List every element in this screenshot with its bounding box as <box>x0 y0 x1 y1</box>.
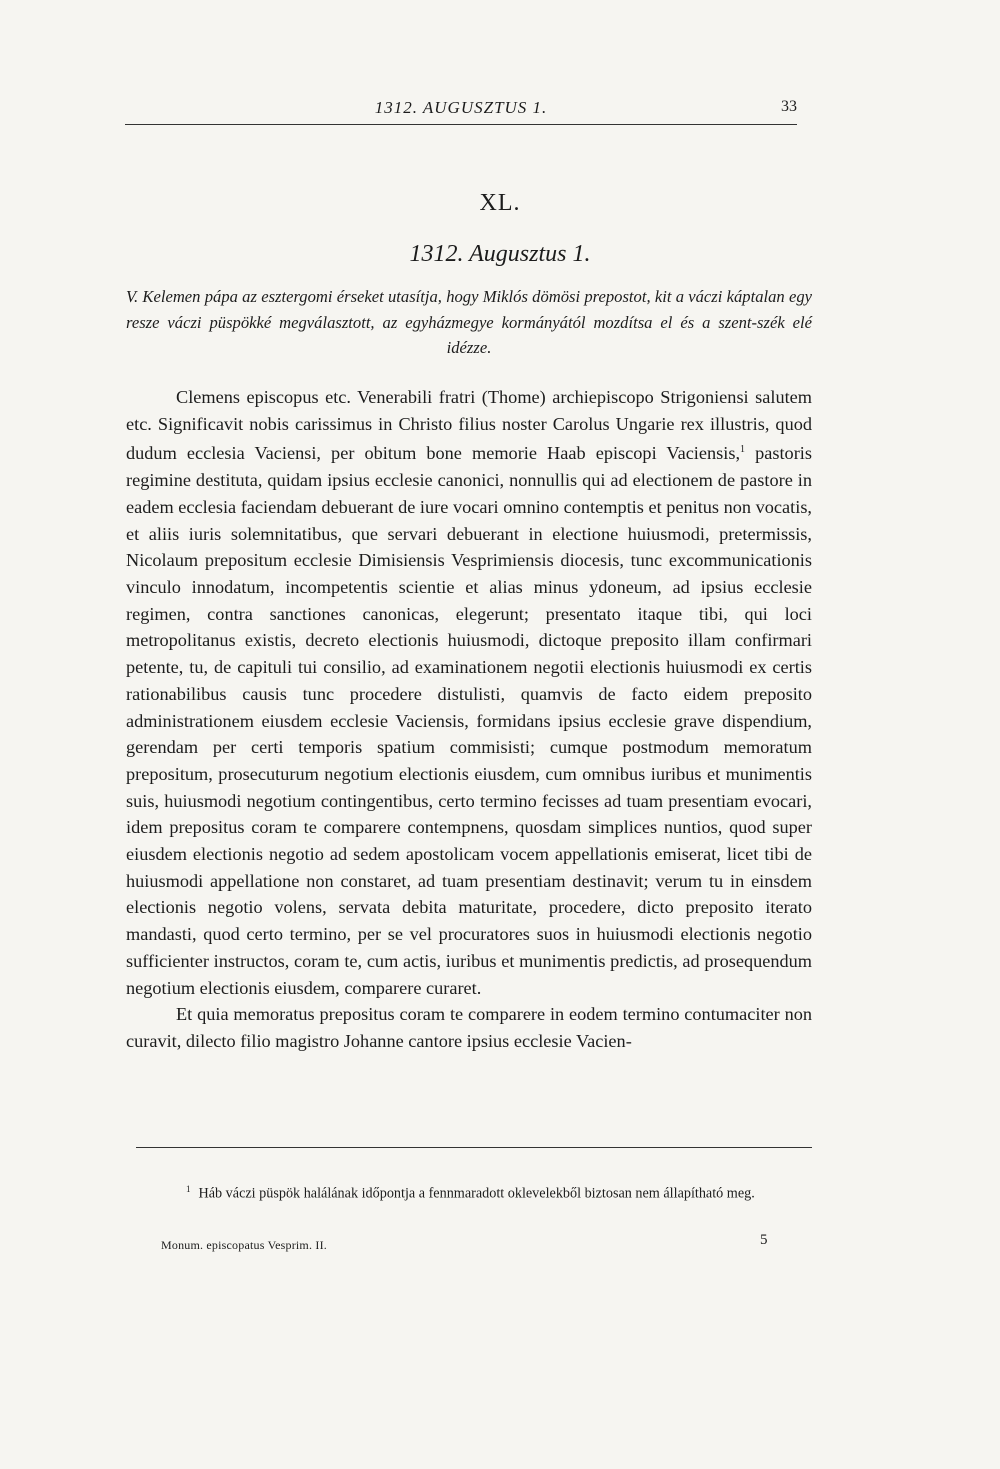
running-title: 1312. AUGUSZTUS 1. <box>374 98 548 117</box>
footnote-text: Háb váczi püspök halálának időpontja a fennmaradott oklevelekből biztosan nem állapítható meg. <box>198 1185 755 1202</box>
sheet-signature: Monum. episcopatus Vesprim. II. <box>161 1238 327 1252</box>
document-summary: V. Kelemen pápa az esztergomi érseket utasítja, hogy Miklós dömösi prepostot, kit a váczi káptalan egy resze váczi püspökké megválasztott, az egyházmegye kormányától mozdítsa el és a szent-szék elé idézze. <box>126 287 812 357</box>
body-paragraph: Et quia memoratus prepositus coram te comparere in eodem termino contumaciter non curavit, dilecto filio magistro Johanne cantore ipsius ecclesie Vacien- <box>126 1004 812 1051</box>
document-number: XL. <box>479 190 521 216</box>
running-header <box>125 98 797 125</box>
document-body <box>126 384 812 1055</box>
sheet-number: 5 <box>760 1232 768 1248</box>
footnote <box>186 1176 812 1207</box>
page-number: 33 <box>781 98 797 115</box>
body-paragraph <box>126 384 812 1001</box>
document-date: 1312. Augusztus 1. <box>409 241 591 267</box>
footnote-mark: 1 <box>186 1184 191 1194</box>
paragraph-text: Clemens episcopus etc. Venerabili fratri (Thome) archiepiscopo Strigoniensi salutem etc. Significavit nobis carissimus in Christo filius noster Carolus Ungarie rex illustris, quod dudum ecclesia Vaciensi, per obitum bone memorie Haab episcopi Vaciensis, <box>126 387 812 464</box>
paragraph-text: pastoris regimine destituta, quidam ipsius ecclesie canonici, nonnullis qui ad electionem de pastore in eadem ecclesia faciendam debuerant de iure vocari omnino contemptis et penitus non vocatis, et aliis iuris solemnitatibus, que servari debuerant in electione huiusmodi, pretermissis, Nicolaum prepositum ecclesie Dimisiensis Vesprimiensis diocesis, tunc excommunicationis vinculo innodatum, incompetentis scientie et alias minus ydoneum, ad ipsius ecclesie regimen, contra sanctiones canonicas, elegerunt; presentato itaque tibi, qui loci metropolitanus existis, decreto electionis huiusmodi, dictoque preposito illam confirmari petente, tu, de capituli tui consilio, ad examinationem negotii electionis huiusmodi ex certis rationabilibus causis tunc procedere distulisti, quamvis de facto eidem preposito administrationem eiusdem ecclesie Vaciensis, formidans ipsius ecclesie grave dispendium, gerendam per certi temporis spatium commisisti; cumque postmodum memoratum prepositum, prosecuturum negotium electionis eiusdem, cum omnibus iuribus et munimentis suis, huiusmodi negotium contingentibus, certo termino fecisses ad tuam presentiam evocari, idem prepositus coram te comparere contempnens, quosdam simplices nuntios, quod super eiusdem electionis negotio ad sedem apostolicam vocem appellationis emiserat, licet tibi de huiusmodi appellatione non constaret, ad tuam presentiam destinavit; verum tu in einsdem electionis negotio volens, servata debita maturitate, procedere, dicto preposito iterato mandasti, quod certo termino, per se vel procuratores suos in huiusmodi electionis negotio sufficienter instructos, coram te, cum actis, iuribus et munimentis predictis, ad prosequendum negotium electionis eiusdem, comparere curaret. <box>126 443 812 998</box>
footnote-divider <box>136 1147 812 1148</box>
footnote-reference[interactable]: 1 <box>740 444 746 456</box>
